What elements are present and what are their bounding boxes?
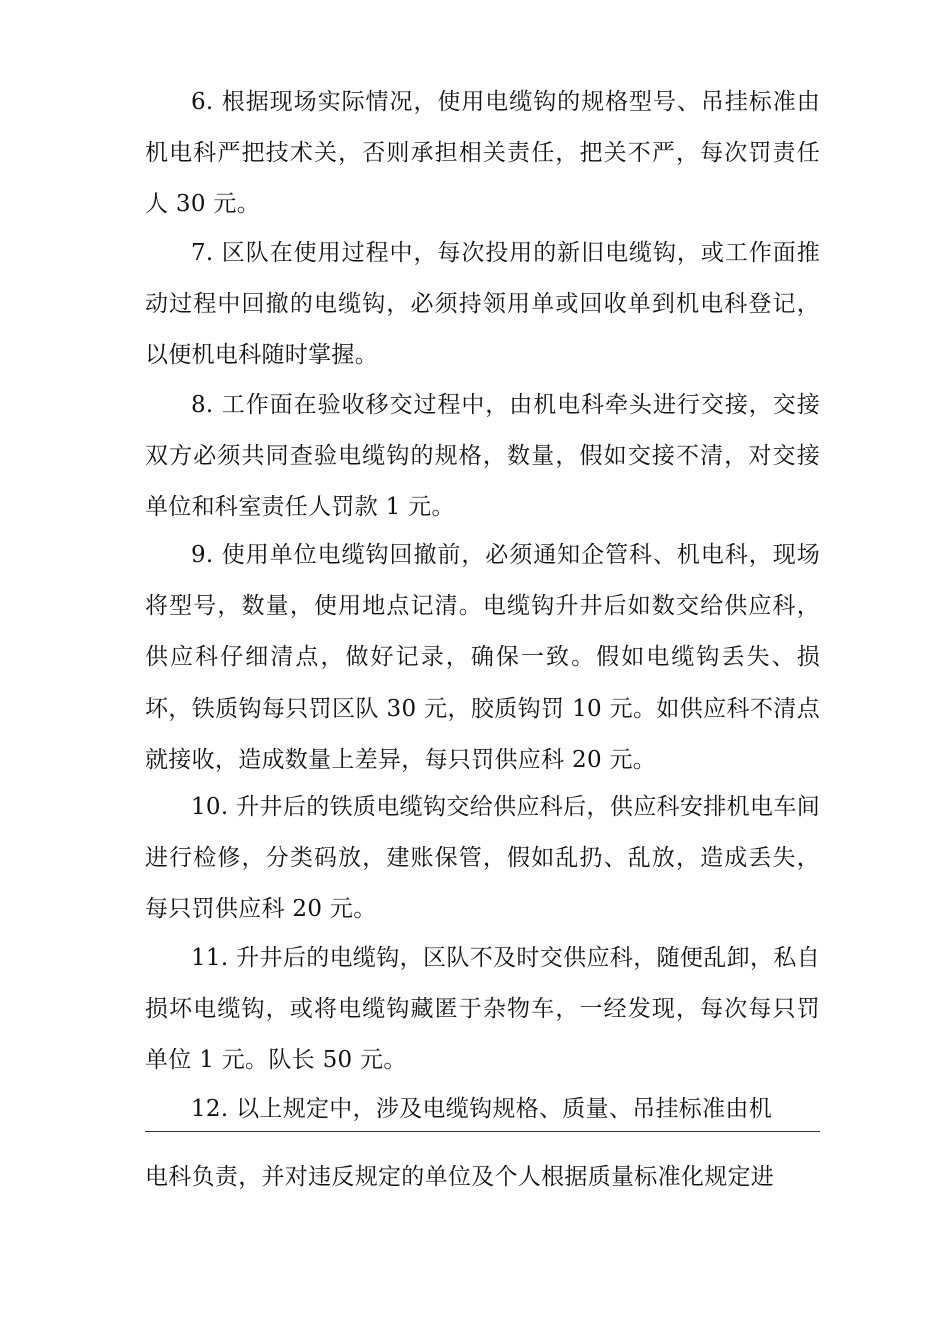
paragraph-12: 12. 以上规定中，涉及电缆钩规格、质量、吊挂标准由机 <box>191 1096 772 1122</box>
page-break-divider <box>145 1131 820 1132</box>
paragraph-10: 10. 升井后的铁质电缆钩交给供应科后，供应科安排机电车间进行检修，分类码放，建账保管，假如乱扔、乱放，造成丢失，每只罚供应科 20 元。 <box>145 794 820 923</box>
paragraph-8: 8. 工作面在验收移交过程中，由机电科牵头进行交接，交接双方必须共同查验电缆钩的规格，数量，假如交接不清，对交接单位和科室责任人罚款 1 元。 <box>145 392 820 521</box>
paragraph-12-continuation: 电科负责，并对违反规定的单位及个人根据质量标准化规定进 <box>145 1164 775 1190</box>
paragraph-7: 7. 区队在使用过程中，每次投用的新旧电缆钩，或工作面推动过程中回撤的电缆钩，必须持领用单或回收单到机电科登记，以便机电科随时掌握。 <box>145 240 820 369</box>
paragraph-11: 11. 升井后的电缆钩，区队不及时交供应科，随便乱卸，私自损坏电缆钩，或将电缆钩藏匿于杂物车，一经发现，每次每只罚单位 1 元。队长 50 元。 <box>145 945 820 1074</box>
paragraph-6: 6. 根据现场实际情况，使用电缆钩的规格型号、吊挂标准由机电科严把技术关，否则承担相关责任，把关不严，每次罚责任人 30 元。 <box>145 89 820 218</box>
paragraph-9: 9. 使用单位电缆钩回撤前，必须通知企管科、机电科，现场将型号，数量，使用地点记清。电缆钩升井后如数交给供应科，供应科仔细清点，做好记录，确保一致。假如电缆钩丢失、损坏，铁质钩每只罚区队 30 元，胶质钩罚 10 元。如供应科不清点就接收，造成数量上差异，每只罚供应科 20 元。 <box>145 542 820 773</box>
